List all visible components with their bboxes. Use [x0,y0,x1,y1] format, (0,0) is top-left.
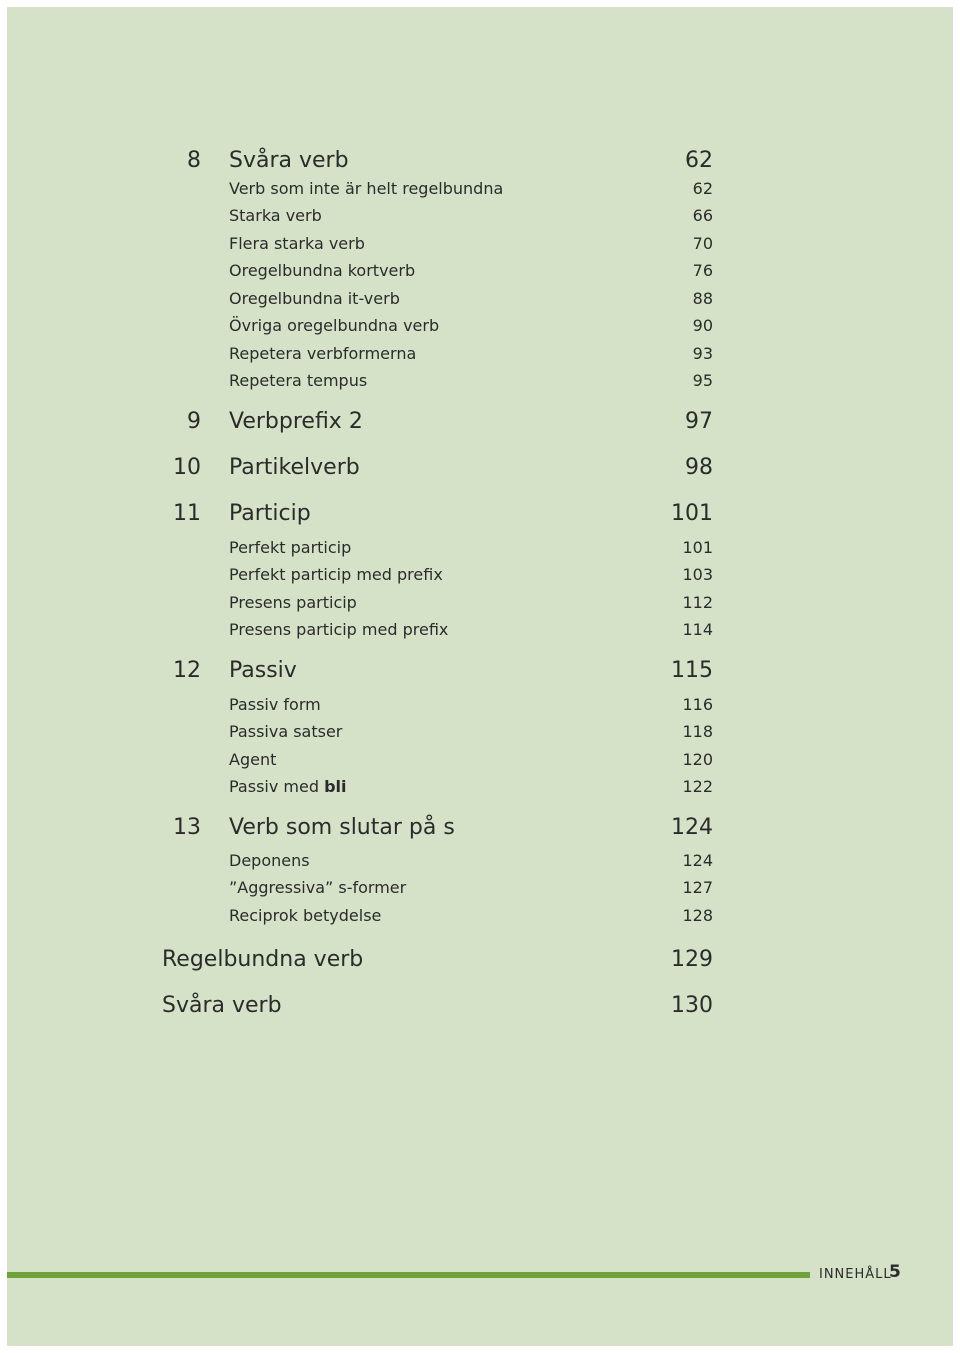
chapter-page: 101 [671,501,713,526]
entry-page: 118 [682,722,713,741]
footer-section-label: INNEHÅLL [819,1267,892,1282]
entry-title: Perfekt particip [229,538,352,557]
entry-page: 112 [682,593,713,612]
chapter-page: 97 [685,409,713,434]
entry-page: 127 [682,878,713,897]
entry-title: Reciprok betydelse [229,906,382,925]
entry-title: Oregelbundna it-verb [229,289,400,308]
entry-title: Passiv form [229,695,321,714]
chapter-page: 98 [685,455,713,480]
chapter-number: 12 [173,658,201,683]
appendix-title: Regelbundna verb [162,947,364,972]
entry-page: 116 [682,695,713,714]
entry-page: 66 [692,206,713,225]
chapter-title: Passiv [229,658,297,683]
entry-title: Verb som inte är helt regelbundna [229,179,504,198]
chapter-title: Partikelverb [229,455,360,480]
entry-page: 120 [682,750,713,769]
entry-title: Presens particip [229,593,357,612]
footer-accent-bar [7,1272,810,1278]
entry-page: 95 [692,371,713,390]
appendix-page: 129 [671,947,713,972]
entry-title: Oregelbundna kortverb [229,261,416,280]
chapter-page: 124 [671,815,713,840]
footer-page-number: 5 [889,1262,901,1282]
entry-page: 124 [682,851,713,870]
entry-page: 128 [682,906,713,925]
entry-title: Flera starka verb [229,234,365,253]
appendix-title: Svåra verb [162,993,282,1018]
entry-page: 70 [692,234,713,253]
entry-title: Agent [229,750,277,769]
entry-page: 62 [692,179,713,198]
entry-title: Perfekt particip med prefix [229,565,443,584]
entry-title-bold: bli [324,777,347,796]
appendix-page: 130 [671,993,713,1018]
entry-page: 93 [692,344,713,363]
entry-title: Övriga oregelbundna verb [229,316,440,335]
entry-title: ”Aggressiva” s-former [229,878,407,897]
entry-page: 76 [692,261,713,280]
entry-page: 103 [682,565,713,584]
entry-title: Presens particip med prefix [229,620,449,639]
entry-title: Deponens [229,851,310,870]
entry-title [229,777,347,796]
entry-page: 88 [692,289,713,308]
entry-title: Repetera verbformerna [229,344,417,363]
chapter-page: 115 [671,658,713,683]
entry-page: 114 [682,620,713,639]
page [7,7,953,1346]
entry-title: Repetera tempus [229,371,368,390]
chapter-number: 11 [173,501,201,526]
entry-page: 122 [682,777,713,796]
chapter-title: Particip [229,501,311,526]
entry-title: Starka verb [229,206,322,225]
chapter-title: Verb som slutar på s [229,815,455,840]
entry-title-text: Passiv med [229,777,325,796]
chapter-number: 10 [173,455,201,480]
chapter-number: 13 [173,815,201,840]
chapter-title: Verbprefix 2 [229,409,363,434]
entry-page: 101 [682,538,713,557]
chapter-page: 62 [685,148,713,173]
chapter-title: Svåra verb [229,148,349,173]
entry-title: Passiva satser [229,722,343,741]
chapter-number: 9 [187,409,201,434]
chapter-number: 8 [187,148,201,173]
entry-page: 90 [692,316,713,335]
